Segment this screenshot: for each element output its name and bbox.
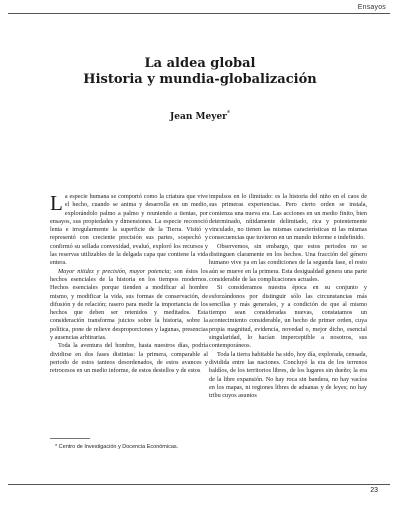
paragraph-2 — [50, 268, 208, 343]
title-line-1: La aldea global — [144, 56, 256, 71]
author-name: Jean Meyer — [170, 112, 227, 122]
author-footnote-mark: * — [226, 110, 230, 117]
paragraph-7: Toda la tierra habitable ha sido, hoy día, explorada, censada, dividida entre las naciones. Concluyó la era de los terrenos baldíos, de los territorios libres, de los lugares sin dueño; la era de la libre expansión. No hay roca sin bandera, no hay vacíos en los mapas, ni regiones libres de aduanas y de leyes; no hay tribu cuyos asuntos — [209, 350, 367, 400]
footer-rule — [8, 484, 390, 485]
section-label: Ensayos — [357, 4, 386, 11]
paragraph-5: Observemos, sin embargo, que estos periodos no se distinguen claramente en los hechos. Una fracción del género humano vive ya en las condiciones de la segunda fase, el resto aún se mueve en la primera. Esta desigualdad genera una parte considerable de las complicaciones actuales. — [209, 242, 367, 283]
paragraph-3: Toda la aventura del hombre, hasta nuestros días, podría dividirse en dos fases distintas: la primera, comparable al periodo de estos tanteos desordenados, de estos avances y retrocesos en un medio informe, de estos destellos y de estos — [50, 342, 208, 375]
drop-cap: L — [50, 191, 63, 215]
footnote-rule — [50, 438, 90, 439]
author-byline — [0, 110, 400, 122]
page-number: 23 — [370, 487, 378, 494]
right-column — [209, 193, 367, 400]
paragraph-4: impulsos en lo ilimitado: es la historia del niño en el caos de sus primeras experiencias. Pero cierto orden se instala, comienza una nueva era. Las acciones en un medio finito, bien determinado, nítidamente delimitado, rica y potentemente vinculado, no tienen las mismas características ni las mismas consecuencias que tuvieron en un mundo informe e indefinido. — [209, 193, 367, 242]
paragraph-6: Si consideramos nuestra época en su conjunto y esforzándonos por distinguir sólo las circunstancias más sencillas y más generales, y a condición de que al mismo tiempo sean consideradas nuevas, constatamos un acontecimiento considerable, un hecho de primer orden, cuya propia magnitud, evidencia, novedad o, mejor dicho, esencial singularidad, lo hacían imperceptible a nosotros, sus contemporáneos. — [209, 284, 367, 350]
paragraph-1-text: a especie humana se comportó como la criatura que vive el hecho, cuando se anima y desarrolla en un medio, explorándolo palmo a palmo y reuniendo a tientas, por ensayos, sus propiedades y dimensiones. La especie reconoció lenta e irregularmente la superficie de la Tierra. Visitó y representó con creciente precisión sus partes, sospechó y confirmó su sellada convexidad, evaluó, exploró los recursos y las reservas utilizables de la delgada capa que contiene la vida entera. — [50, 193, 208, 267]
header-rule — [8, 13, 390, 14]
title-line-2: Historia y mundia-globalización — [83, 72, 317, 87]
paragraph-2-italic-lead: Mayor nitidez y precisión, mayor potencia; — [58, 267, 172, 275]
footnote: * Centro de Investigación y Docencia Económicas. — [55, 444, 179, 450]
paragraph-1 — [50, 193, 208, 268]
article-title — [0, 56, 400, 88]
left-column — [50, 193, 208, 376]
paragraph-2-text: son éstos los hechos esenciales de la historia en los tiempos modernos. Hechos esenciales porque tienden a modificar al hombre mismo, y modificar la vida, sus formas de conservación, de difusión y de relación; rasero para medir la importancia de los hechos que deben ser retenidos y meditados. Esta consideración transforma juicios sobre la historia, sobre la política, pone de relieve desproporciones y lagunas, presencias y ausencias arbitrarias. — [50, 267, 208, 342]
